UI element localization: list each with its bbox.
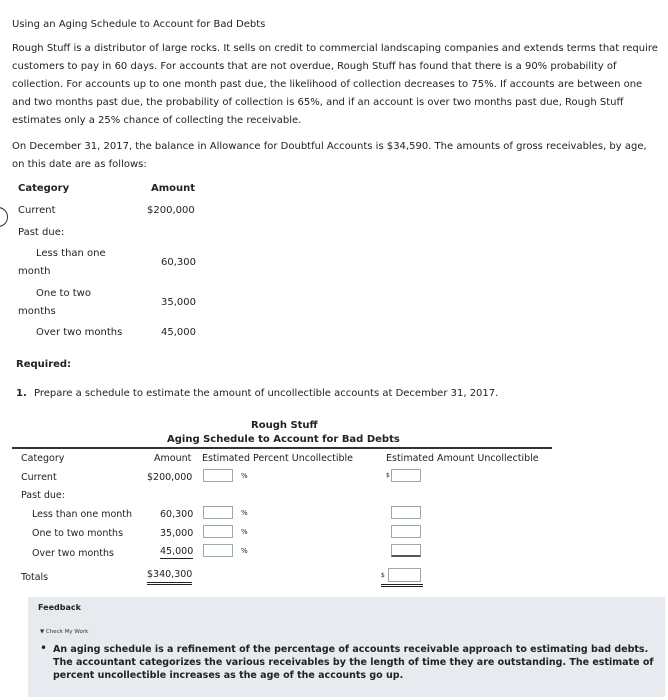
sched-current-label: Current xyxy=(21,472,57,483)
total-est-double-rule xyxy=(381,584,423,587)
given-ot-amount: 35,000 xyxy=(161,297,196,308)
given-lt1-label-b: month xyxy=(18,266,51,277)
sched-total-amount: $340,300 xyxy=(147,569,192,585)
ot-pct-input[interactable] xyxy=(203,525,233,538)
lt1-pct-input[interactable] xyxy=(203,506,233,519)
given-ot-label-a: One to two xyxy=(36,288,91,299)
lt1-pct-sign: % xyxy=(241,509,248,517)
current-pct-sign: % xyxy=(241,472,248,480)
current-est-input[interactable] xyxy=(391,469,421,482)
total-dollar-sign: $ xyxy=(381,572,385,579)
sched-header-est: Estimated Amount Uncollectible xyxy=(386,453,539,464)
sched-totals-label: Totals xyxy=(21,572,49,583)
sched-over-amount: 45,000 xyxy=(160,546,194,557)
given-current-amount: $200,000 xyxy=(147,205,195,216)
schedule-company: Rough Stuff xyxy=(251,420,318,431)
schedule-top-rule xyxy=(12,447,552,449)
req1-number: 1. xyxy=(16,388,27,399)
sched-lt1-amount: 60,300 xyxy=(160,509,194,520)
given-current-label: Current xyxy=(18,205,56,216)
check-my-work-toggle[interactable]: ▼ Check My Work xyxy=(40,629,89,635)
sched-lt1-label: Less than one month xyxy=(32,509,133,520)
given-header-amount: Amount xyxy=(151,183,196,194)
over-pct-input[interactable] xyxy=(203,544,233,557)
req1-text: Prepare a schedule to estimate the amount of uncollectible accounts at December 31, 2017. xyxy=(34,388,499,399)
required-heading: Required: xyxy=(16,359,72,370)
intro-paragraph: Rough Stuff is a distributor of large rocks. It sells on credit to commercial landscaping companies and extends terms that require customers to pay in 60 days. For accounts that are not overdue, Rough Stuff has found that there is a 90% probability of collection. For accounts up to one month past due, the likelihood of collection decreases to 75%. If accounts are between one and two months past due, the probability of collection is 65%, and if an account is over two months past due, Rough Stuff estimates only a 25% chance of collecting the receivable. xyxy=(12,43,658,126)
sched-header-pct: Estimated Percent Uncollectible xyxy=(202,453,354,464)
given-over-amount: 45,000 xyxy=(161,327,196,338)
current-pct-input[interactable] xyxy=(203,469,233,482)
given-lt1-label-a: Less than one xyxy=(36,248,106,259)
current-dollar-sign: $ xyxy=(386,472,390,479)
feedback-bullet: An aging schedule is a refinement of the percentage of accounts receivable approach to estimating bad debts. The accountant categorizes the various receivables by the length of time they are outstanding. The estimate of percent uncollectible increases as the age of the accounts go up. xyxy=(53,644,654,681)
over-est-input[interactable] xyxy=(391,544,421,557)
schedule-heading: Aging Schedule to Account for Bad Debts xyxy=(167,434,400,445)
sched-past-due-label: Past due: xyxy=(21,490,65,501)
given-header-category: Category xyxy=(18,183,70,194)
radio-circle-icon xyxy=(0,207,8,227)
feedback-label: Feedback xyxy=(38,603,81,612)
sched-ot-label: One to two months xyxy=(32,528,124,539)
bullet-dot-icon: • xyxy=(40,641,48,655)
sched-header-amount: Amount xyxy=(154,453,192,464)
sched-over-label: Over two months xyxy=(32,548,114,559)
over-pct-sign: % xyxy=(241,547,248,555)
given-past-due-label: Past due: xyxy=(18,227,65,238)
page-title: Using an Aging Schedule to Account for Bad Debts xyxy=(12,19,266,30)
given-over-label: Over two months xyxy=(36,327,123,338)
lt1-est-input[interactable] xyxy=(391,506,421,519)
total-est-input[interactable] xyxy=(388,568,421,582)
ot-pct-sign: % xyxy=(241,528,248,536)
given-lt1-amount: 60,300 xyxy=(161,257,196,268)
sched-current-amount: $200,000 xyxy=(147,472,193,483)
ot-est-input[interactable] xyxy=(391,525,421,538)
given-ot-label-b: months xyxy=(18,306,56,317)
sched-header-category: Category xyxy=(21,453,65,464)
sched-ot-amount: 35,000 xyxy=(160,528,194,539)
balance-paragraph: On December 31, 2017, the balance in Allowance for Doubtful Accounts is $34,590. The amounts of gross receivables, by age, on this date are as follows: xyxy=(12,141,647,170)
